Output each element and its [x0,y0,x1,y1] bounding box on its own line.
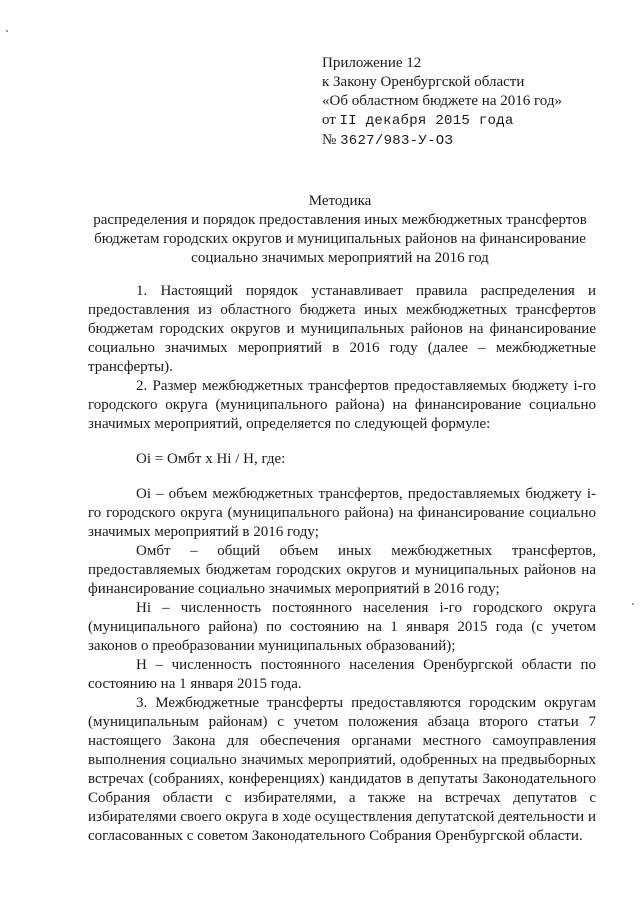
document-title [80,192,600,268]
date-prefix: от [322,112,336,128]
law-date [322,111,622,131]
title-heading: Методика [308,193,372,209]
paragraph-1: 1. Настоящий порядок устанавливает правила распределения и предоставления из областного бюджета иных межбюджетных трансфертов бюджетам городских округов и муниципальных районов на финансирование социально значимых мероприятий в 2016 году (далее – межбюджетные трансферты). [88,283,596,375]
date-value: II декабря 2015 года [339,113,514,129]
document-body [88,282,596,846]
number-value: 3627/983-У-ОЗ [340,133,454,149]
formula: Оi = Омбт x Нi / Н, где: [136,451,286,467]
law-title: «Об областном бюджете на 2016 год» [322,93,562,109]
definition-oi: Оi – объем межбюджетных трансфертов, предоставляемых бюджету i-го городского округа (муниципального района) на финансирование социально значимых мероприятий в 2016 году; [88,486,596,540]
scan-speck [632,603,634,605]
law-number [322,131,622,151]
paragraph-3: 3. Межбюджетные трансферты предоставляются городским округам (муниципальным районам) с учетом положения абзаца второго статьи 7 настоящего Закона для обеспечения органами местного самоуправления выполнения социально значимых мероприятий, одобренных на предвыборных встречах (собраниях, конференциях) кандидатов в депутаты Законодательного Собрания области с избирателями, а также на встречах депутатов с избирателями своего округа в ходе осуществления депутатской деятельности и согласованных с советом Законодательного Собрания Оренбургской области. [88,695,596,844]
scan-speck [6,30,8,32]
law-reference: к Закону Оренбургской области [322,74,525,90]
appendix-header [322,54,622,151]
definition-n: Н – численность постоянного населения Оренбургской области по состоянию на 1 января 2015 года. [88,657,596,692]
title-subtitle: распределения и порядок предоставления иных межбюджетных трансфертов бюджетам городских округов и муниципальных районов на финансирование социально значимых мероприятий на 2016 год [93,212,587,266]
appendix-number: Приложение 12 [322,55,422,71]
paragraph-2: 2. Размер межбюджетных трансфертов предоставляемых бюджету i-го городского округа (муниципального района) на финансирование социально значимых мероприятий, определяется по следующей формуле: [88,378,596,432]
definition-ni: Нi – численность постоянного населения i-го городского округа (муниципального района) по состоянию на 1 января 2015 года (с учетом законов о преобразовании муниципальных образований); [88,600,596,654]
number-prefix: № [322,132,337,148]
definition-ombt: Омбт – общий объем иных межбюджетных трансфертов, предоставляемых бюджетам городских округов и муниципальных районов на финансирование социально значимых мероприятий в 2016 году; [88,543,596,597]
